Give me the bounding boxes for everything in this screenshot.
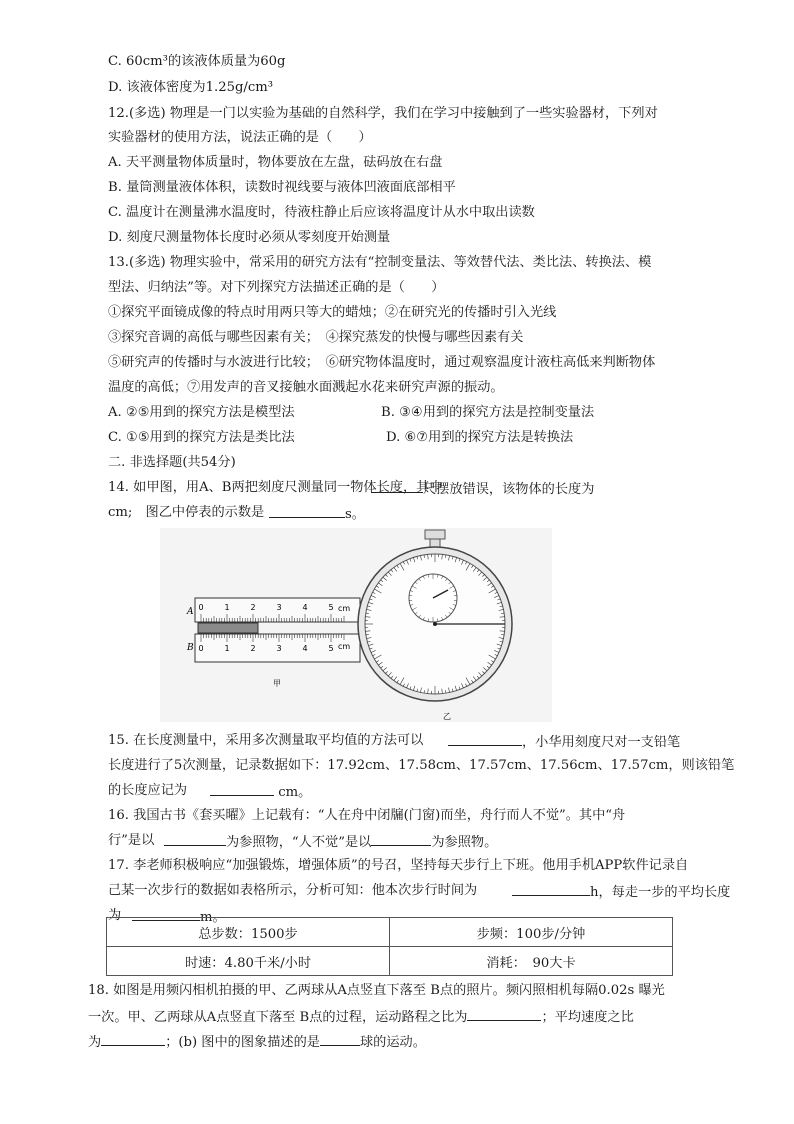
ruler-number: 1	[224, 603, 230, 612]
answer-blank[interactable]	[101, 1031, 165, 1046]
text-line: A. ②⑤用到的探究方法是模型法	[108, 405, 295, 420]
ruler-a	[186, 598, 360, 622]
answer-blank[interactable]	[512, 881, 590, 896]
q14-text-end: s。	[269, 503, 365, 525]
ruler-number: 4	[302, 603, 308, 612]
ruler-number: 3	[276, 603, 282, 612]
text-line: D. 该液体密度为1.25g/cm³	[108, 80, 274, 95]
option-line: D. ⑥⑦用到的探究方法是转换法	[386, 430, 574, 445]
q17-text-m: m。	[132, 906, 226, 928]
ruler-b-label: B	[187, 643, 194, 653]
ruler-number: 1	[224, 644, 230, 653]
answer-blank[interactable]	[210, 781, 274, 796]
option-line: B. ③④用到的探究方法是控制变量法	[381, 405, 595, 420]
text-line: 己某一次步行的数据如表格所示，分析可知：他本次步行时间为	[108, 883, 478, 898]
q15-text-mid: ，小华用刻度尺对一支铅笔	[448, 731, 680, 753]
text-line: 行”是以	[108, 833, 155, 848]
text-line: 实验器材的使用方法，说法正确的是（ ）	[108, 130, 372, 145]
text-line: ③探究音调的高低与哪些因素有关； ④探究蒸发的快慢与哪些因素有关	[108, 330, 524, 345]
answer-blank[interactable]	[320, 1031, 360, 1046]
answer-blank[interactable]	[269, 503, 345, 518]
text-line: ①探究平面镜成像的特点时用两只等大的蜡烛；②在研究光的传播时引入光线	[108, 305, 557, 320]
ruler-number: 5	[328, 603, 334, 612]
text-line: 14. 如甲图，用A、B两把刻度尺测量同一物体长度，其中	[108, 480, 443, 495]
text-line: 17. 李老师积极响应“加强锻炼，增强体质”的号召，坚持每天步行上下班。他用手机APP软件记录自	[108, 858, 689, 873]
table-cell: 消耗： 90大卡	[390, 947, 673, 976]
walking-data-table	[106, 917, 673, 976]
ruler-a-unit: cm	[338, 604, 351, 613]
ruler-a-label: A	[187, 607, 194, 617]
answer-blank[interactable]	[164, 831, 226, 846]
q18-line-1: 18. 如图是用频闪相机拍摄的甲、乙两球从A点竖直下落至 B点的照片。频闪照相机每隔0.02s 曝光	[88, 983, 665, 998]
ruler-number: 4	[302, 644, 308, 653]
figure-caption-right: 乙	[443, 712, 451, 721]
text-line: 16. 我国古书《套买曜》上记载有：“人在舟中闭牖(门窗)而坐，舟行而人不觉”。其中“舟	[108, 808, 626, 823]
answer-blank[interactable]	[371, 831, 431, 846]
table-cell: 时速：4.80千米/小时	[107, 947, 390, 976]
text-line: cm; 图乙中停表的示数是	[108, 505, 265, 520]
ruler-number: 5	[328, 644, 334, 653]
table-row	[107, 947, 673, 976]
text-line: 的长度应记为	[108, 783, 188, 798]
text-line: D. 刻度尺测量物体长度时必须从零刻度开始测量	[108, 230, 391, 245]
table-cell: 步频：100步/分钟	[390, 918, 673, 947]
text-line: 12.(多选) 物理是一门以实验为基础的自然科学，我们在学习中接触到了一些实验器材，下列对	[108, 106, 658, 121]
text-line: C. ①⑤用到的探究方法是类比法	[108, 430, 295, 445]
text-line: 温度的高低；⑦用发声的音叉接触水面溅起水花来研究声源的振动。	[108, 380, 504, 395]
answer-blank[interactable]	[448, 731, 522, 746]
q14-text-mid: 尺摆放错误，该物体的长度为	[371, 478, 594, 500]
q15-text-end: cm。	[210, 781, 311, 803]
measured-object	[198, 623, 258, 633]
text-line: A. 天平测量物体质量时，物体要放在左盘，砝码放在右盘	[108, 155, 443, 170]
ruler-stopwatch-figure	[160, 528, 552, 722]
q16-text-end: 为参照物，“人不觉”是以 为参照物。	[164, 831, 497, 853]
text-line: C. 60cm³的该液体质量为60g	[108, 54, 286, 69]
text-line: B. 量筒测量液体体积，读数时视线要与液体凹液面底部相平	[108, 180, 456, 195]
answer-blank[interactable]	[371, 478, 423, 493]
q18-line-3: 为 ；(b) 图中的图象描述的是 球的运动。	[88, 1031, 426, 1053]
text-line: 13.(多选) 物理实验中，常采用的研究方法有“控制变量法、等效替代法、类比法、转换法、模	[108, 255, 652, 270]
text-line: 15. 在长度测量中，采用多次测量取平均值的方法可以	[108, 733, 424, 748]
q17-text-end: h，每走一步的平均长度	[512, 881, 730, 903]
table-row	[107, 918, 673, 947]
ruler-number: 2	[250, 603, 256, 612]
ruler-number: 3	[276, 644, 282, 653]
text-line: 为	[108, 908, 122, 923]
ruler-number: 0	[198, 644, 204, 653]
answer-blank[interactable]	[467, 1006, 541, 1021]
text-line: 二. 非选择题(共54分)	[108, 455, 236, 470]
figure-caption-left: 甲	[273, 679, 281, 688]
text-line: C. 温度计在测量沸水温度时，待液柱静止后应该将温度计从水中取出读数	[108, 205, 535, 220]
ruler-b	[186, 634, 360, 662]
q18-line-2: 一次。甲、乙两球从A点竖直下落至 B点的过程，运动路程之比为 ；平均速度之比	[88, 1006, 634, 1028]
ruler-number: 0	[198, 603, 204, 612]
table-cell: 总步数：1500步	[107, 918, 390, 947]
text-line: 长度进行了5次测量，记录数据如下：17.92cm、17.58cm、17.57cm、17.56cm、17.57cm，则该铅笔	[108, 758, 735, 773]
ruler-number: 2	[250, 644, 256, 653]
ruler-b-unit: cm	[338, 642, 351, 651]
text-line: ⑤研究声的传播时与水波进行比较； ⑥研究物体温度时，通过观察温度计液柱高低来判断物体	[108, 355, 656, 370]
text-line: 型法、归纳法”等。对下列探究方法描述正确的是（ ）	[108, 280, 445, 295]
